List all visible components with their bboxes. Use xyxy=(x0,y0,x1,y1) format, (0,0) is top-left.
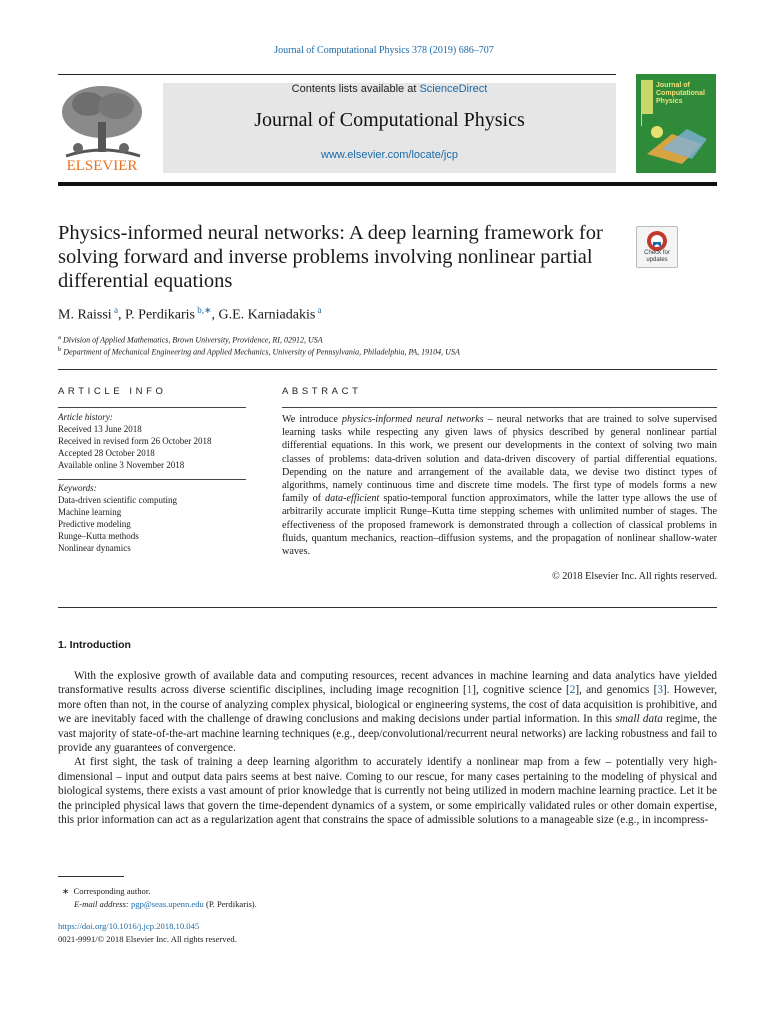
abstract-heading: ABSTRACT xyxy=(282,386,362,397)
corresponding-author-note xyxy=(62,886,150,897)
elsevier-wordmark: ELSEVIER xyxy=(66,158,138,174)
section-heading-introduction: 1. Introduction xyxy=(58,639,131,651)
history-item: Received 13 June 2018 xyxy=(58,424,142,434)
journal-name: Journal of Computational Physics xyxy=(254,109,525,131)
email-label: E-mail address: xyxy=(74,899,129,909)
abstract-copyright: © 2018 Elsevier Inc. All rights reserved. xyxy=(551,571,717,582)
keyword-item: Data-driven scientific computing xyxy=(58,495,177,505)
abstract-emphasis: physics-informed neural networks xyxy=(341,414,484,425)
text-emphasis: small data xyxy=(615,713,663,726)
email-owner: (P. Perdikaris). xyxy=(203,899,257,909)
article-info-rule xyxy=(58,407,246,408)
author-affil-link[interactable]: a xyxy=(317,305,322,315)
check-for-updates-button[interactable] xyxy=(636,226,678,268)
intro-paragraph: At first sight, the task of training a deep learning algorithm to accurately identify a nonlinear map from a few – potentially very high-dimensional – input and output data pairs seems at best naive. Coming to our rescue, for many cases pertaining to the modeling of physical and biological systems, there exists a vast amount of prior knowledge that is currently not being utilized in modern machine learning practice. Let it be the principled physical laws that govern the time-dependent dynamics of a system, or some empirically validated rules or other domain expertise, this prior information can act as a regularization agent that constrains the space of admissible solutions to a manageable size (e.g., in incompress- xyxy=(58,756,717,827)
keyword-item: Predictive modeling xyxy=(58,519,131,529)
history-item: Received in revised form 26 October 2018 xyxy=(58,436,212,446)
author-name[interactable]: P. Perdikaris xyxy=(124,307,195,323)
footnote-rule xyxy=(58,876,124,877)
abstract-text xyxy=(282,413,717,558)
intro-paragraph xyxy=(58,669,717,755)
history-item: Available online 3 November 2018 xyxy=(58,460,185,470)
keywords-block xyxy=(58,482,177,554)
check-updates-icon xyxy=(646,230,668,252)
text-run: ], cognitive science [ xyxy=(472,684,570,697)
author-affil-link[interactable]: a xyxy=(113,305,118,315)
check-updates-label: Check for updates xyxy=(644,250,670,263)
history-item: Accepted 28 October 2018 xyxy=(58,448,155,458)
journal-url-link[interactable]: www.elsevier.com/locate/jcp xyxy=(321,149,458,161)
email-link[interactable]: pgp@seas.upenn.edu xyxy=(130,899,204,909)
publisher-logo xyxy=(58,82,146,176)
author-name[interactable]: M. Raissi xyxy=(58,307,112,323)
contents-prefix: Contents lists available at xyxy=(291,83,420,95)
keyword-item: Runge–Kutta methods xyxy=(58,531,139,541)
keywords-label: Keywords: xyxy=(58,483,97,493)
abstract-rule xyxy=(282,407,717,408)
article-title: Physics-informed neural networks: A deep learning framework for solving forward and inverse problems involving nonlinear partial differential equations xyxy=(58,222,603,292)
text-run: With the explosive growth of available data and computing resources, recent advances in machine learning and data analytics have yielded transformative results across diverse scientific disciplines, including image recognition [ xyxy=(58,670,717,697)
article-info-heading: ARTICLE INFO xyxy=(58,386,167,397)
introduction-body xyxy=(58,669,717,827)
author-list: M. Raissi $^a$, P. Perdikaris $^{b,∗}$, G.E. Karniadakis $^a$ xyxy=(58,305,322,323)
affiliation xyxy=(58,346,460,357)
keyword-item: Nonlinear dynamics xyxy=(58,543,131,553)
affiliation-mark: b xyxy=(58,346,62,353)
cover-title: Journal of Computational Physics xyxy=(656,82,705,105)
history-label: Article history: xyxy=(58,412,113,422)
reference-link[interactable]: 2 xyxy=(569,684,576,697)
affiliation-text: Division of Applied Mathematics, Brown University, Providence, RI, 02912, USA xyxy=(62,335,323,345)
front-matter-end-rule xyxy=(58,607,717,608)
affiliation-text: Department of Mechanical Engineering and Applied Mechanics, University of Pennsylvania, Philadelphia, PA, 19104, USA xyxy=(63,347,460,357)
journal-cover-image[interactable] xyxy=(636,74,716,173)
footnote-text: Corresponding author. xyxy=(73,886,151,896)
affiliation-mark: a xyxy=(58,334,61,341)
section-divider xyxy=(58,369,717,370)
text-run: regime, the vast majority of state-of-the-art machine learning techniques (e.g., deep/convolutional/recurrent neural networks) are lacking robustness and fail to provide any guarantees of convergence. xyxy=(58,713,717,755)
header-thick-rule xyxy=(58,182,717,186)
footnote-mark: ∗ xyxy=(62,886,70,896)
affiliation xyxy=(58,334,323,345)
email-note xyxy=(74,899,257,909)
cover-artwork-icon xyxy=(642,114,712,168)
journal-citation-link[interactable]: Journal of Computational Physics 378 (2019) 686–707 xyxy=(274,45,494,56)
author-name[interactable]: G.E. Karniadakis xyxy=(218,307,316,323)
text-run: ]. However, more often than not, in the course of analyzing complex physical, biological or engineering systems, the cost of data acquisition is prohibitive, and we are inevitably faced with the challenge of drawing conclusions and making decisions under partial information. In this xyxy=(58,684,718,726)
journal-banner xyxy=(163,83,616,173)
reference-link[interactable]: 3 xyxy=(657,684,663,697)
keywords-rule xyxy=(58,479,246,480)
article-history xyxy=(58,411,211,471)
doi-link[interactable]: https://doi.org/10.1016/j.jcp.2018.10.045 xyxy=(58,921,200,931)
issn-copyright: 0021-9991/© 2018 Elsevier Inc. All rights reserved. xyxy=(58,934,237,944)
abstract-emphasis: data-efficient xyxy=(325,493,380,505)
abstract-run: spatio-temporal function approximators, while the latter type allows the use of arbitrarily accurate implicit Runge–Kutta time stepping schemes with unlimited number of stages. The effectiveness of the proposed framework is demonstrated through a collection of classical problems in fluids, quantum mechanics, reaction–diffusion systems, and the propagation of nonlinear shallow-water waves. xyxy=(282,493,717,558)
text-run: ], and genomics [ xyxy=(575,684,658,697)
reference-link[interactable]: 1 xyxy=(466,684,473,697)
abstract-run: We introduce xyxy=(282,414,342,425)
keyword-item: Machine learning xyxy=(58,507,122,517)
author-affil-link[interactable]: b,∗ xyxy=(197,305,212,315)
header-top-rule xyxy=(58,74,616,75)
contents-available-line xyxy=(163,83,616,95)
abstract-run: – neural networks that are trained to solve supervised learning tasks while respecting any given laws of physics described by general nonlinear partial differential equations. In this work, we present our developments in the context of solving two main classes of problems: data-driven solution and data-driven discovery of partial differential equations. Depending on the nature and arrangement of the available data, we devise two distinct types of algorithms, namely continuous time and discrete time models. The first type of models forms a new family of xyxy=(282,414,718,505)
sciencedirect-link[interactable]: ScienceDirect xyxy=(419,83,488,95)
